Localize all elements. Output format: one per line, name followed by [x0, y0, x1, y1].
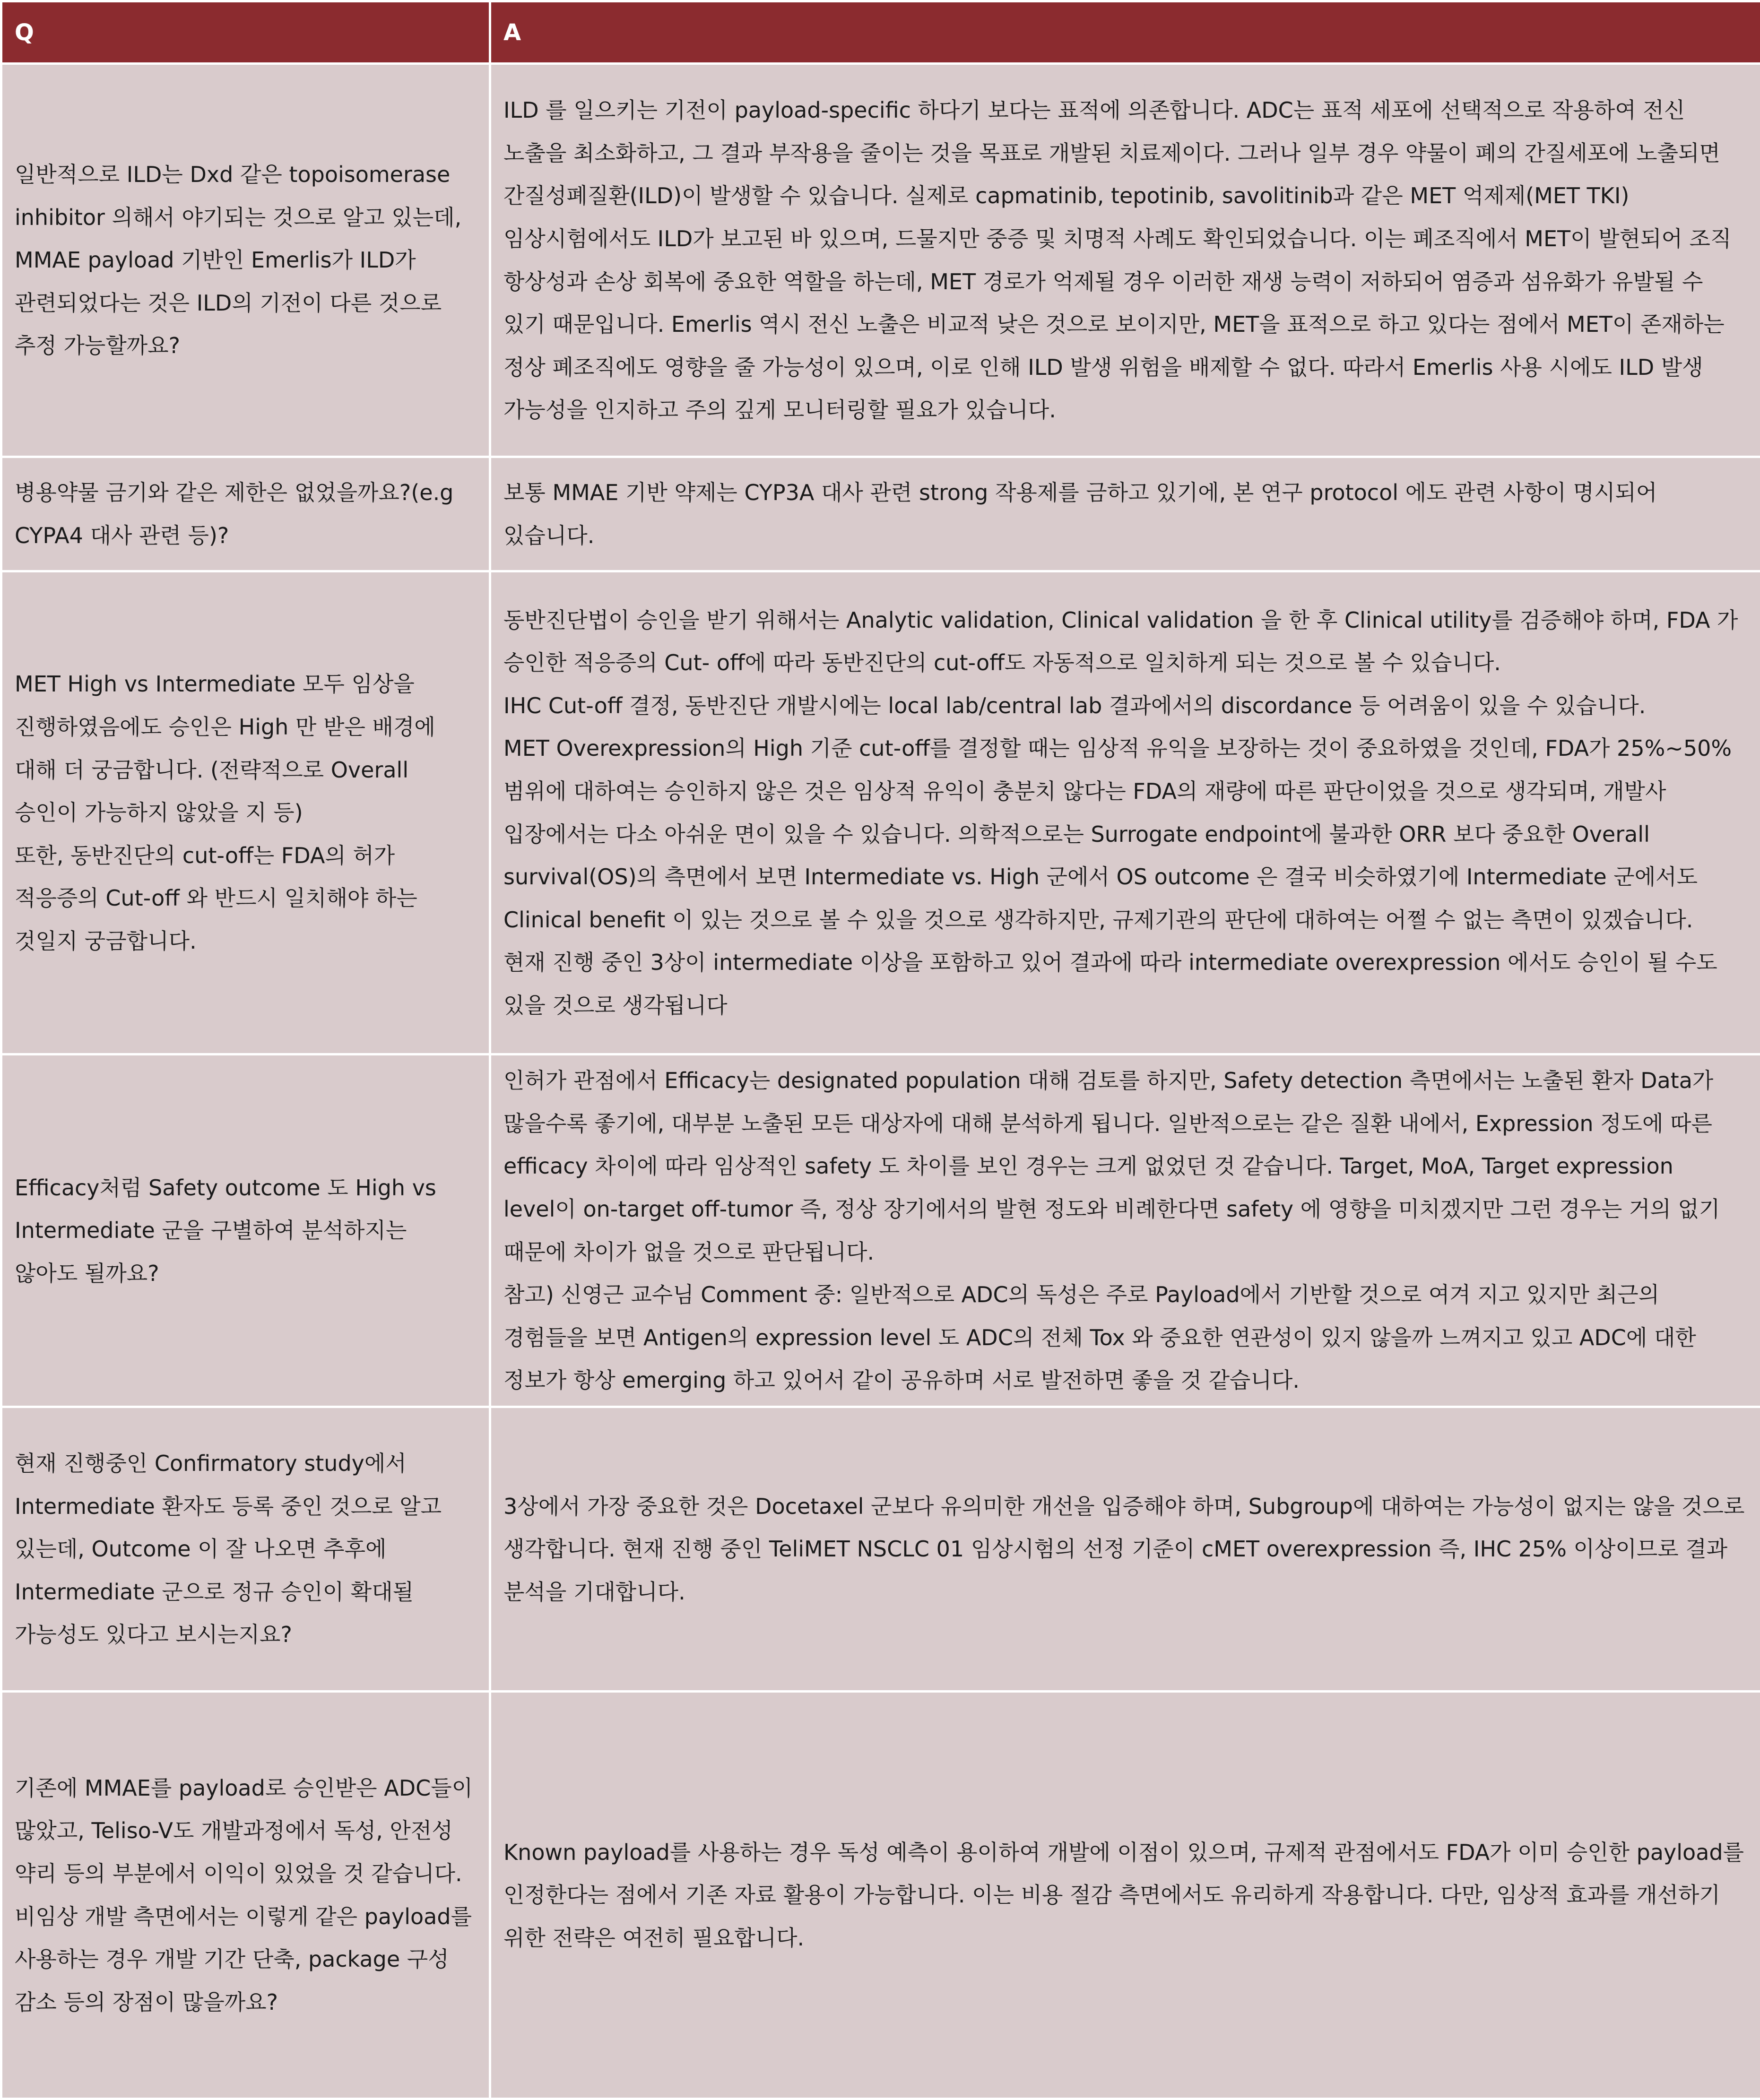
- answer-text: 보통 MMAE 기반 약제는 CYP3A 대사 관련 strong 작용제를 금하고 있기에, 본 연구 protocol 에도 관련 사항이 명시되어 있습니다.: [503, 471, 1748, 557]
- answer-text: Known payload를 사용하는 경우 독성 예측이 용이하여 개발에 이점이 있으며, 규제적 관점에서도 FDA가 이미 승인한 payload를 인정한다는 점에서 기존 자료 활용이 가능합니다. 이는 비용 절감 측면에서도 유리하게 작용합니다. 다만, 임상적 효과를 개선하기 위한 전략은 여전히 필요합니다.: [503, 1831, 1748, 1960]
- question-text: MET High vs Intermediate 모두 임상을 진행하였음에도 승인은 High 만 받은 배경에 대해 더 궁금합니다. (전략적으로 Overall 승인이 가능하지 않았을 지 등) 또한, 동반진단의 cut-off는 FDA의 허가 적응증의 Cut-off 와 반드시 일치해야 하는 것일지 궁금합니다.: [15, 663, 477, 962]
- question-cell: [1, 457, 490, 571]
- question-text: Efficacy처럼 Safety outcome 도 High vs Intermediate 군을 구별하여 분석하지는 않아도 될까요?: [15, 1167, 477, 1295]
- header-a: A: [490, 1, 1760, 64]
- answer-text: 3상에서 가장 중요한 것은 Docetaxel 군보다 유의미한 개선을 입증해야 하며, Subgroup에 대하여는 가능성이 없지는 않을 것으로 생각합니다. 현재 진행 중인 TeliMET NSCLC 01 임상시험의 선정 기준이 cMET overexpression 즉, IHC 25% 이상이므로 결과 분석을 기대합니다.: [503, 1485, 1748, 1614]
- answer-cell: [490, 1692, 1760, 2099]
- answer-cell: [490, 64, 1760, 457]
- question-cell: [1, 1407, 490, 1692]
- table-row: [1, 1692, 1760, 2099]
- header-q: Q: [1, 1, 490, 64]
- answer-cell: [490, 457, 1760, 571]
- question-text: 일반적으로 ILD는 Dxd 같은 topoisomerase inhibitor 의해서 야기되는 것으로 알고 있는데, MMAE payload 기반인 Emerlis가 ILD가 관련되었다는 것은 ILD의 기전이 다른 것으로 추정 가능할까요?: [15, 153, 477, 367]
- question-cell: [1, 64, 490, 457]
- answer-cell: [490, 571, 1760, 1054]
- question-cell: [1, 571, 490, 1054]
- header-row: [1, 1, 1760, 64]
- answer-text: 동반진단법이 승인을 받기 위해서는 Analytic validation, Clinical validation 을 한 후 Clinical utility를 검증해야 하며, FDA 가 승인한 적응증의 Cut- off에 따라 동반진단의 cut-off도 자동적으로 일치하게 되는 것으로 볼 수 있습니다. IHC Cut-off 결정, 동반진단 개발시에는 local lab/central lab 결과에서의 discordance 등 어려움이 있을 수 있습니다. MET Overexpression의 High 기준 cut-off를 결정할 때는 임상적 유익을 보장하는 것이 중요하였을 것인데, FDA가 25%~50% 범위에 대하여는 승인하지 않은 것은 임상적 유익이 충분치 않다는 FDA의 재량에 따른 판단이었을 것으로 생각되며, 개발사 입장에서는 다소 아쉬운 면이 있을 수 있습니다. 의학적으로는 Surrogate endpoint에 불과한 ORR 보다 중요한 Overall survival(OS)의 측면에서 보면 Intermediate vs. High 군에서 OS outcome 은 결국 비슷하였기에 Intermediate 군에서도 Clinical benefit 이 있는 것으로 볼 수 있을 것으로 생각하지만, 규제기관의 판단에 대하여는 어쩔 수 없는 측면이 있겠습니다. 현재 진행 중인 3상이 intermediate 이상을 포함하고 있어 결과에 따라 intermediate overexpression 에서도 승인이 될 수도 있을 것으로 생각됩니다: [503, 599, 1748, 1027]
- answer-cell: [490, 1054, 1760, 1407]
- table-row: [1, 1407, 1760, 1692]
- question-text: 현재 진행중인 Confirmatory study에서 Intermediate 환자도 등록 중인 것으로 알고 있는데, Outcome 이 잘 나오면 추후에 Intermediate 군으로 정규 승인이 확대될 가능성도 있다고 보시는지요?: [15, 1442, 477, 1656]
- question-cell: [1, 1054, 490, 1407]
- table-row: [1, 571, 1760, 1054]
- answer-cell: [490, 1407, 1760, 1692]
- answer-text: ILD 를 일으키는 기전이 payload-specific 하다기 보다는 표적에 의존합니다. ADC는 표적 세포에 선택적으로 작용하여 전신 노출을 최소화하고, 그 결과 부작용을 줄이는 것을 목표로 개발된 치료제이다. 그러나 일부 경우 약물이 폐의 간질세포에 노출되면 간질성폐질환(ILD)이 발생할 수 있습니다. 실제로 capmatinib, tepotinib, savolitinib과 같은 MET 억제제(MET TKI) 임상시험에서도 ILD가 보고된 바 있으며, 드물지만 중증 및 치명적 사례도 확인되었습니다. 이는 폐조직에서 MET이 발현되어 조직 항상성과 손상 회복에 중요한 역할을 하는데, MET 경로가 억제될 경우 이러한 재생 능력이 저하되어 염증과 섬유화가 유발될 수 있기 때문입니다. Emerlis 역시 전신 노출은 비교적 낮은 것으로 보이지만, MET을 표적으로 하고 있다는 점에서 MET이 존재하는 정상 폐조직에도 영향을 줄 가능성이 있으며, 이로 인해 ILD 발생 위험을 배제할 수 없다. 따라서 Emerlis 사용 시에도 ILD 발생 가능성을 인지하고 주의 깊게 모니터링할 필요가 있습니다.: [503, 89, 1748, 432]
- question-text: 기존에 MMAE를 payload로 승인받은 ADC들이 많았고, Teliso-V도 개발과정에서 독성, 안전성 약리 등의 부분에서 이익이 있었을 것 같습니다. 비임상 개발 측면에서는 이렇게 같은 payload를 사용하는 경우 개발 기간 단축, package 구성 감소 등의 장점이 많을까요?: [15, 1767, 477, 2024]
- answer-text: 인허가 관점에서 Efficacy는 designated population 대해 검토를 하지만, Safety detection 측면에서는 노출된 환자 Data가 많을수록 좋기에, 대부분 노출된 모든 대상자에 대해 분석하게 됩니다. 일반적으로는 같은 질환 내에서, Expression 정도에 따른 efficacy 차이에 따라 임상적인 safety 도 차이를 보인 경우는 크게 없었던 것 같습니다. Target, MoA, Target expression level이 on-target off-tumor 즉, 정상 장기에서의 발현 정도와 비례한다면 safety 에 영향을 미치겠지만 그런 경우는 거의 없기 때문에 차이가 없을 것으로 판단됩니다. 참고) 신영근 교수님 Comment 중: 일반적으로 ADC의 독성은 주로 Payload에서 기반할 것으로 여겨 지고 있지만 최근의 경험들을 보면 Antigen의 expression level 도 ADC의 전체 Tox 와 중요한 연관성이 있지 않을까 느껴지고 있고 ADC에 대한 정보가 항상 emerging 하고 있어서 같이 공유하며 서로 발전하면 좋을 것 같습니다.: [503, 1059, 1748, 1402]
- table-row: [1, 457, 1760, 571]
- table-row: [1, 64, 1760, 457]
- question-text: 병용약물 금기와 같은 제한은 없었을까요?(e.g CYPA4 대사 관련 등)?: [15, 471, 477, 557]
- table-row: [1, 1054, 1760, 1407]
- question-cell: [1, 1692, 490, 2099]
